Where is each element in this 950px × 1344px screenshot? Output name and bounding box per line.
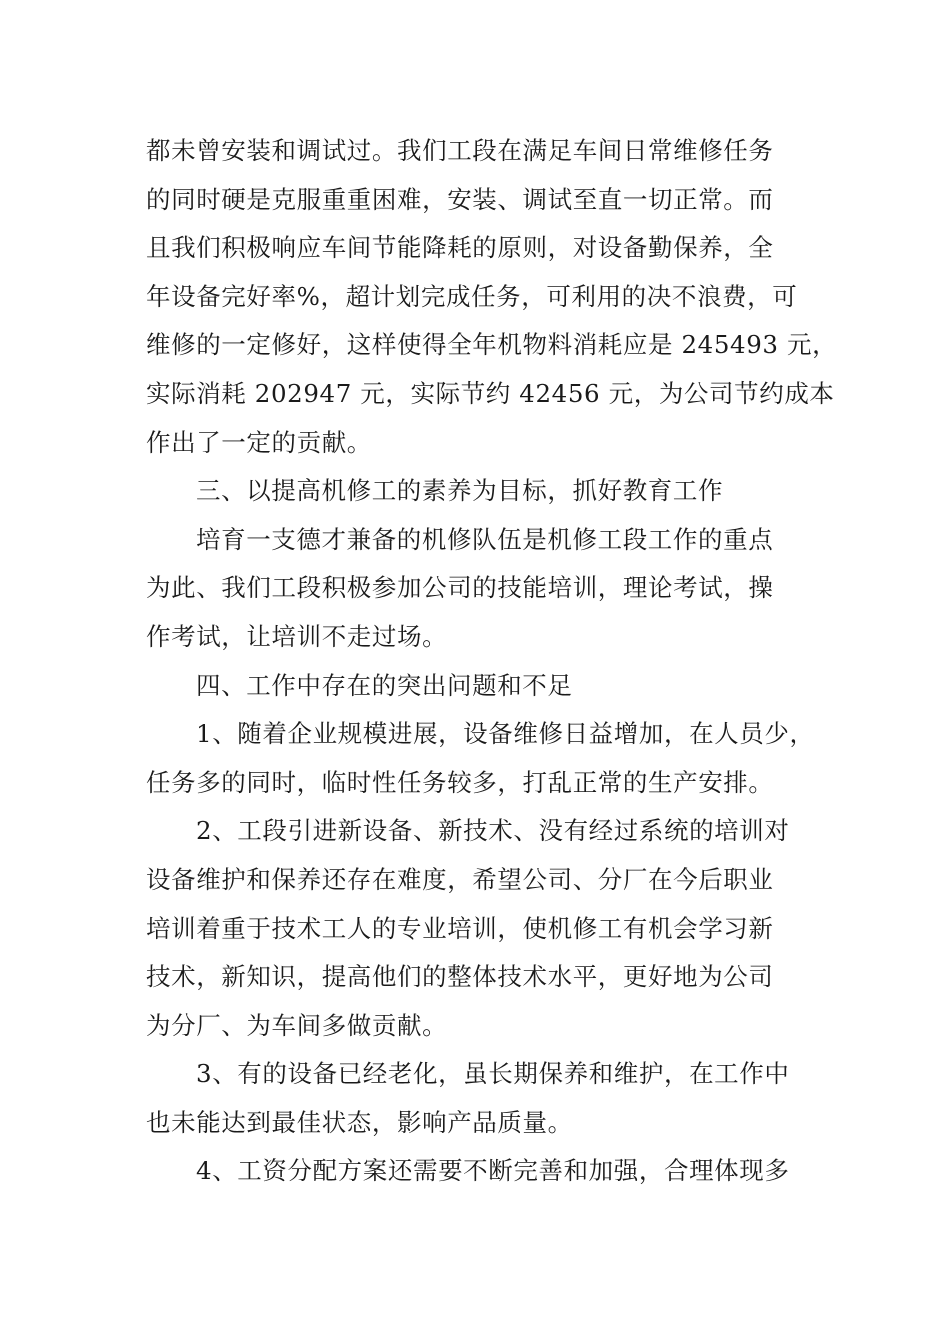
text-line: 为此、我们工段积极参加公司的技能培训，理论考试，操 xyxy=(146,573,774,603)
text-line: 实际消耗 202947 元，实际节约 42456 元，为公司节约成本 xyxy=(146,378,835,408)
list-item-3 xyxy=(146,1050,810,1147)
text-line: 培训着重于技术工人的专业培训，使机修工有机会学习新 xyxy=(146,913,774,943)
text-line: 的同时硬是克服重重困难，安装、调试至直一切正常。而 xyxy=(146,184,774,214)
text-line: 都未曾安装和调试过。我们工段在满足车间日常维修任务 xyxy=(146,136,774,165)
text-line: 也未能达到最佳状态，影响产品质量。 xyxy=(146,1107,573,1137)
text-line: 为分厂、为车间多做贡献。 xyxy=(146,1010,448,1040)
text-line: 3、有的设备已经老化，虽长期保养和维护，在工作中 xyxy=(196,1059,790,1089)
text-line: 作出了一定的贡献。 xyxy=(146,427,372,457)
text-line: 4、工资分配方案还需要不断完善和加强，合理体现多 xyxy=(196,1156,790,1186)
text-line: 设备维护和保养还存在难度，希望公司、分厂在今后职业 xyxy=(146,864,774,894)
section-heading-4 xyxy=(146,662,810,711)
text-line: 技术，新知识，提高他们的整体技术水平，更好地为公司 xyxy=(146,962,774,992)
text-line: 2、工段引进新设备、新技术、没有经过系统的培训对 xyxy=(196,816,790,846)
paragraph-training xyxy=(146,516,810,662)
list-item-1 xyxy=(146,710,815,807)
text-line: 维修的一定修好，这样使得全年机物料消耗应是 245493 元， xyxy=(146,330,838,360)
section-heading-3 xyxy=(146,467,810,516)
paragraph-equipment-savings xyxy=(146,127,838,467)
text-line: 1、随着企业规模进展，设备维修日益增加，在人员少， xyxy=(196,719,815,749)
list-item-4 xyxy=(146,1147,810,1196)
text-line: 年设备完好率%，超计划完成任务，可利用的决不浪费，可 xyxy=(146,281,798,311)
list-item-2 xyxy=(146,807,810,1050)
text-line: 培育一支德才兼备的机修队伍是机修工段工作的重点 xyxy=(196,524,774,554)
text-line: 且我们积极响应车间节能降耗的原则，对设备勤保养，全 xyxy=(146,233,774,263)
heading-text: 三、以提高机修工的素养为目标，抓好教育工作 xyxy=(196,476,724,506)
document-body xyxy=(146,127,838,1196)
text-line: 任务多的同时，临时性任务较多，打乱正常的生产安排。 xyxy=(146,767,774,797)
text-line: 作考试，让培训不走过场。 xyxy=(146,621,448,651)
heading-text: 四、工作中存在的突出问题和不足 xyxy=(196,670,573,700)
